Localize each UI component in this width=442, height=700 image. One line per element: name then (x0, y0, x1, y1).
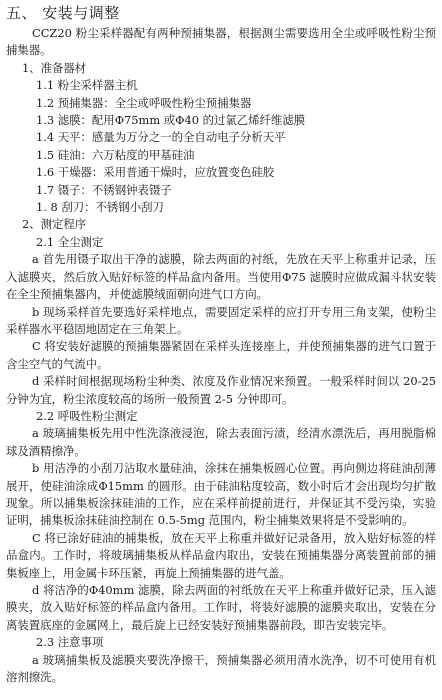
prep-item: 1.3 滤膜：配用Φ75mm 或Φ40 的过氯乙烯纤维滤膜 (36, 113, 306, 128)
intro-paragraph: CCZ20 粉尘采样器配有两种预捕集器，根据测尘需要选用全尘或呼吸性粉尘预捕集器。 (6, 26, 436, 58)
prep-heading: 1、准备器材 (22, 60, 87, 75)
prep-item: 1.5 硅油：六万粘度的甲基硅油 (36, 147, 195, 162)
respirable-step-a: a 玻璃捕集板先用中性洗涤液浸泡，除去表面污渍，经清水漂洗后，再用脱脂棉球及酒精擦净。 (6, 426, 436, 458)
total-dust-step-c: C 将安装好滤膜的预捕集器紧固在采样头连接座上，并使预捕集器的进气口置于含尘空气的气流中。 (6, 339, 436, 371)
notes-item-a: a 玻璃捕集板及滤膜夹要洗净擦干，预捕集器必须用清水洗净，切不可使用有机溶剂擦洗。 (6, 652, 436, 685)
respirable-step-b: b 用洁净的小刮刀沾取水量硅油，涂抹在捕集板圆心位置。再向侧边将硅油刮薄展开，使硅油涂成Φ15mm 的圆形。由于硅油粘度较高，数小时后才会出现均匀扩散现象。所以捕集板涂抹硅油的工作，应在采样前提前进行，并保证其不受污染，实验证明，捕集板涂抹硅油控制在 0.5-5mg 范围内，粉尘捕集效果将是不受影响的。 (6, 461, 436, 528)
procedure-heading: 2、测定程序 (22, 217, 87, 232)
prep-item: 1.7 镊子：不锈钢钟表镊子 (36, 182, 172, 197)
prep-item: 1.2 预捕集器：全尘或呼吸性粉尘预捕集器 (36, 95, 252, 110)
prep-item: 1.6 干燥器：采用普通干燥时，应放置变色硅胶 (36, 165, 275, 180)
total-dust-heading: 2.1 全尘测定 (36, 234, 104, 249)
notes-heading: 2.3 注意事项 (36, 635, 104, 650)
prep-item: 1.1 粉尘采样器主机 (36, 78, 138, 93)
prep-item: 1.4 天平：感量为万分之一的全自动电子分析天平 (36, 130, 286, 145)
total-dust-step-d: d 采样时间根据现场粉尘种类、浓度及作业情况来预置。一般采样时间以 20-25 分钟为宜，粉尘浓度较高的场所一般预置 2-5 分钟即可。 (6, 374, 436, 406)
prep-item: 1. 8 刮刀：不锈钢小刮刀 (36, 200, 164, 215)
total-dust-step-b: b 现场采样首先要选好采样地点，需要固定采样的应打开专用三角支架，使粉尘采样器水平稳固地固定在三角架上。 (6, 304, 436, 336)
section-title: 五、 安装与调整 (6, 4, 120, 22)
total-dust-step-a: a 首先用镊子取出干净的滤膜，除去两面的衬纸，先放在天平上称重并记录，压入滤膜夹，然后放入贴好标签的样品盒内备用。当使用Φ75 滤膜时应做成漏斗状安装在全尘预捕集器内，并使滤膜绒面朝向进气口方向。 (6, 252, 436, 302)
respirable-step-c: C 将已涂好硅油的捕集板，放在天平上称重并做好记录备用，放入贴好标签的样品盒内。工作时，将玻璃捕集板从样品盒内取出，安装在预捕集器分离装置前部的捕集板座上，用金属卡环压紧，再旋上预捕集器的进气盖。 (6, 530, 436, 580)
respirable-heading: 2.2 呼吸性粉尘测定 (36, 408, 138, 423)
respirable-step-d: d 将洁净的Φ40mm 滤膜，除去两面的衬纸放在天平上称重并做好记录，压入滤膜夹，放入贴好标签的样品盒内备用。工作时，将装好滤膜的滤膜夹取出，安装在分离装置底座的金属网上，最后旋上已经安装好预捕集器前段，即告安装完毕。 (6, 583, 436, 632)
